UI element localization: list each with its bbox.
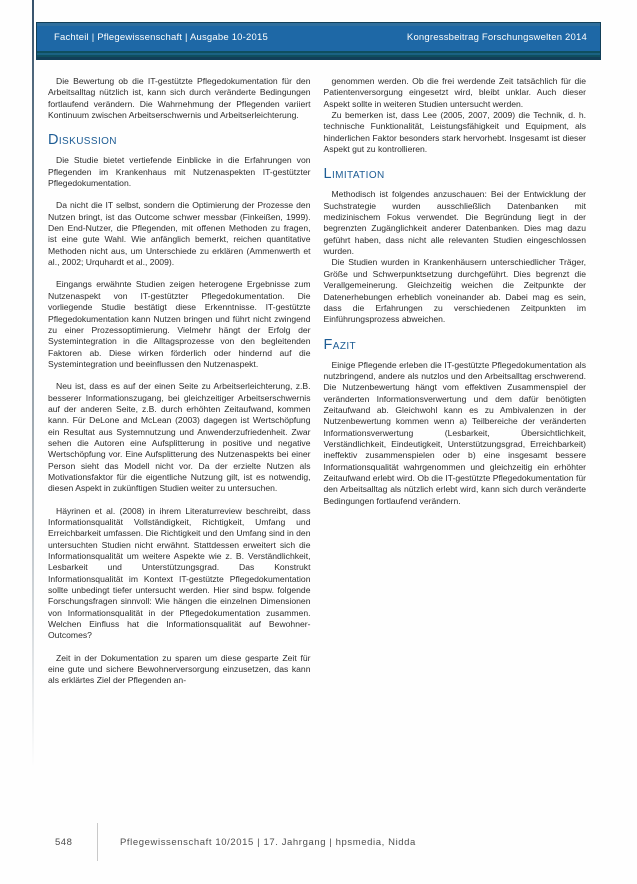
paragraph: Eingangs erwähnte Studien zeigen heterogene Ergebnisse zum Nutzenaspekt von IT-gestützter Pflegedokumentation. Die vorliegende Studie bestätigt diese Erkenntnisse. IT-gestützte Pflegedokumentation kann Nutzen bringen und führt nicht zwingend zu einer Prozessoptimierung. Vielmehr hängt der Erfolg der Systemintegration in die Alltagsprozesse von den begleitenden Faktoren ab. Diese wirken förderlich oder hindernd auf die Systemintegration und beeinflussen den Nutzenaspekt. <box>48 279 311 369</box>
paragraph: Zu bemerken ist, dass Lee (2005, 2007, 2009) die Technik, d. h. technische Funktionalität, Leistungsfähigkeit und Equipment, als hinderlichen Faktor besonders stark hervorhebt. Insgesamt ist dieser Aspekt gut zu kontrollieren. <box>323 110 586 155</box>
page-number: 548 <box>55 836 73 848</box>
footer-divider <box>97 823 98 861</box>
section-heading-fazit: Fazit <box>323 336 357 353</box>
journal-imprint: Pflegewissenschaft 10/2015 | 17. Jahrgang | hpsmedia, Nidda <box>120 836 416 848</box>
paragraph: Einige Pflegende erleben die IT-gestützte Pflegedokumentation als nutzbringend, andere als nutzlos und den Arbeitsalltag erschwerend. Die Nutzenbewertung hängt vom effektiven Zusammenspiel der veränderten Informationsverwertung und dem dafür benötigten Zeitaufwand ab. Gleichwohl kann es zu Ambivalenzen in der Nutzenbewertung kommen wenn a) Teilbereiche der veränderten Informationsverwertung (Lesbarkeit, Übersichtlichkeit, Verständlichkeit, Eindeutigkeit, Unterstützungsgrad, Erreichbarkeit) ineffektiv zusammenspielen oder b) eine insgesamt bessere Informationsqualität wahrgenommen und gleichzeitig ein erhöhter Zeitaufwand erlebt wird. Ob die IT-gestützte Pflegedokumentation für den Arbeitsalltag als nützlich erlebt wird, kann sich durch veränderte Bedingungen fortlaufend verändern. <box>323 359 586 506</box>
paragraph-intro: Die Bewertung ob die IT-gestützte Pflegedokumentation für den Arbeitsalltag nützlich ist, kann sich durch veränderte Bedingungen fortlaufend verändern. Die Wahrnehmung der Pflegenden variiert Kontinuum zwischen Arbeitserschwernis und Arbeitserleichterung. <box>48 76 311 121</box>
left-margin-rule <box>32 0 34 768</box>
header-article-type-label: Kongressbeitrag Forschungswelten 2014 <box>406 31 587 43</box>
header-section-label: Fachteil | Pflegewissenschaft | Ausgabe 10-2015 <box>54 31 268 43</box>
section-heading-limitation: Limitation <box>323 166 385 183</box>
column-right <box>324 76 587 698</box>
paragraph: genommen werden. Ob die frei werdende Zeit tatsächlich für die Patientenversorgung eingesetzt wird, bleibt unklar. Auch dieser Aspekt sollte in weiteren Studien untersucht werden. <box>323 76 586 109</box>
paragraph: Die Studien wurden in Krankenhäusern unterschiedlicher Träger, Größe und Schwerpunktsetzung durchgeführt. Dies begrenzt die Verallgemeinerung. Gleichzeitig weichen die Zeitpunkte der Datenerhebungen erheblich voneinander ab. Dabei mag es sein, dass die Erfahrungen zu verschiedenen Zeitpunkten im Einführungsprozess abweichen. <box>323 257 586 325</box>
page-footer <box>55 822 416 862</box>
page-header-bar <box>36 22 601 60</box>
paragraph: Zeit in der Dokumentation zu sparen um diese gesparte Zeit für eine gute und sichere Bewohnerversorgung einzusetzen, das kann als erklärtes Ziel der Pflegenden an- <box>48 652 311 686</box>
column-left <box>48 76 311 698</box>
section-heading-diskussion: Diskussion <box>48 132 117 149</box>
article-body <box>48 76 586 698</box>
paragraph: Häyrinen et al. (2008) in ihrem Literaturreview beschreibt, dass Informationsqualität Vollständigkeit, Richtigkeit, Umfang und Erreichbarkeit umfassen. Die Richtigkeit und den Umfang sind in den untersuchten Studien nicht erwähnt. Stattdessen erweitert sich die Informationsqualität um weitere Aspekte wie z. B. Verständlichkeit, Lesbarkeit und Unterstützungsgrad. Das Konstrukt Informationsqualität im Kontext IT-gestützte Pflegedokumentation sollte unbedingt tiefer untersucht werden. Hier sind bspw. folgende Forschungsfragen sinnvoll: Wie hängen die einzelnen Dimensionen von Informationsqualität in der Pflegedokumentation zusammen. Welchen Einfluss hat die Informationsqualität auf Bewohner-Outcomes? <box>48 505 311 641</box>
paragraph: Die Studie bietet vertiefende Einblicke in die Erfahrungen von Pflegenden im Krankenhaus mit Nutzenaspekten IT-gestützter Pflegedokumentation. <box>48 155 311 189</box>
paragraph: Methodisch ist folgendes anzuschauen: Bei der Entwicklung der Suchstrategie wurden ausschließlich Datenbanken mit medizinischem Fokus verwendet. Die Begründung liegt in der begrenzten Zugänglichkeit anderer Datenbanken. Dies mag dazu geführt haben, dass nicht alle relevanten Studien eingeschlossen wurden. <box>323 189 586 257</box>
paragraph: Da nicht die IT selbst, sondern die Optimierung der Prozesse den Nutzen bringt, ist das Outcome schwer messbar (Finkeißen, 1999). Den End-Nutzer, die Pflegenden, mit offenen Methoden zu fragen, ist eine gute Wahl. Wie anfänglich bemerkt, reichen quantitative Methoden nicht aus, um Unterschiede zu erklären (Ammenwerth et al., 2002; Urquhardt et al., 2009). <box>48 200 311 268</box>
paragraph: Neu ist, dass es auf der einen Seite zu Arbeitserleichterung, z.B. besserer Informationszugang, bei gleichzeitiger Arbeitserschwernis auf der anderen Seite, z.B. durch erhöhten Zeitaufwand, kommen kann. Für DeLone and McLean (2003) dagegen ist Wertschöpfung ein Resultat aus Systemnutzung und Anwenderzufriedenheit. Zwar sehen die Autoren eine Aufsplitterung in positive und negative Wertschöpfung vor. Eine Aufsplitterung des Nutzenaspekts bei einer Person sieht das Modell nicht vor. Da der erzielte Nutzen als Motivationsfaktor für die eigentliche Nutzung gilt, ist es notwendig, diesen Aspekt in zukünftigen Studien weiter zu untersuchen. <box>48 381 311 494</box>
